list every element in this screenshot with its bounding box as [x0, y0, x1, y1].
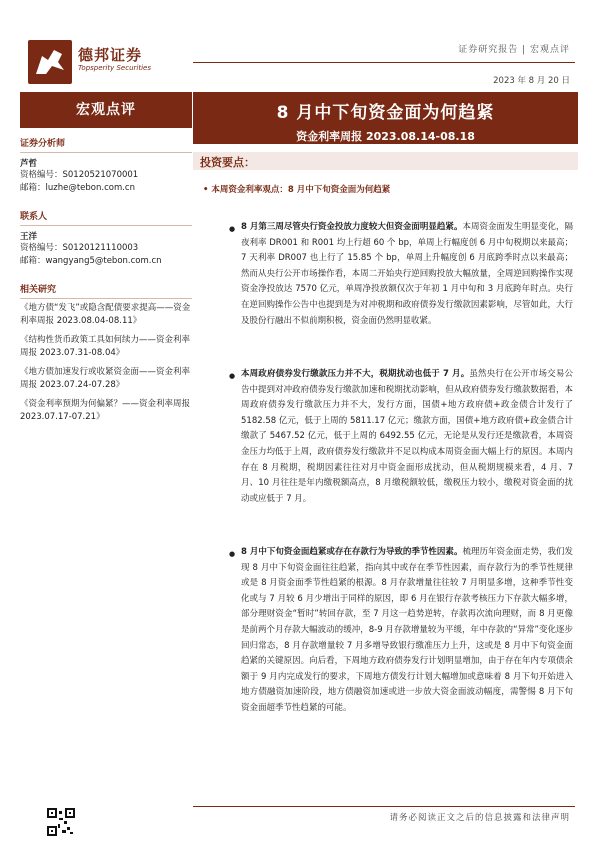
bullet-icon: ●: [229, 550, 236, 558]
paragraph-1: [241, 220, 573, 329]
related-item[interactable]: 《结构性货币政策工具如何续力——资金利率周报 2023.07.31-08.04》: [20, 335, 191, 358]
footer-disclaimer: 请务必阅读正文之后的信息披露和法律声明: [389, 813, 570, 823]
footer-divider: [193, 806, 575, 807]
paragraph-2: [241, 367, 573, 507]
bullet-icon: ●: [229, 372, 236, 380]
invest-heading: 投资要点：: [200, 156, 255, 169]
paragraph-1-body: 本周资金面发生明显变化，隔夜利率 DR001 和 R001 均上行超 60 个 bp，单周上行幅度创 6 月中旬税期以来最高；7 天利率 DR007 也上行了 15.85 个 bp，单周上升幅度创 6 月底跨季时点以来最高；然而从央行公开市场操作看，本周二开始央行逆回购投放大幅放量，全周逆回购操作实现资金净投放达 7570 亿元，单周净投放额仅次于年初 1 月中旬和 3 月底跨年时点。央行在逆回购操作公告中也提到是为对冲税期和政府债券发行缴款因素影响，尽管如此，大行及股份行融出不似前期积极，资金面仍然明显收紧。: [241, 222, 573, 326]
paragraph-3-body: 梳理历年资金面走势，我们发现 8 月中下旬资金面往往趋紧，指向其中或存在季节性因素，而存款行为的季节性规律或是 8 月资金面季节性趋紧的根源。8 月存款增量往往较 7 月明显多增，这种季节性变化或与 7 月较 6 月少增出于同样的原因，即 6 月在银行存款考核压力下存款大幅多增，部分理财资金“暂时”转回存款，至 7 月这一趋势逆转，存款再次流向理财，而 8 月更像是前两个月存款大幅波动的缓冲，8-9 月存款增量较为平缓，年中存款的“异常”变化逐步回归常态，8 月存款增量较 7 月多增导致银行缴准压力上升，这或是 8 月中下旬资金面趋紧的关键原因。向后看，下周地方政府债券发行计划明显增加，由于存在年内专项债余额于 9 月内完成发行的要求，下周地方债发行计划大幅增加或意味着 8 月下旬开始进入地方债融资加速阶段，地方债融资加速或进一步放大资金面波动幅度，需警惕 8 月下旬资金面超季节性趋紧的可能。: [241, 547, 573, 713]
related-item[interactable]: 《地方债“发飞”或隐含配债要求提高——资金利率周报 2023.08.04-08.11》: [20, 303, 191, 326]
paragraph-3: [241, 545, 573, 717]
brand-logo: [28, 40, 164, 88]
analyst-cert: 资格编号：S0120521070001: [20, 170, 139, 180]
paragraph-2-body: 虽然央行在公开市场交易公告中提到对冲政府债券发行缴款加速和税期扰动影响，但从政府债券发行缴款数据看，本周政府债券发行缴款压力并不大，发行方面，国债+地方政府债+政金债合计发行了 5182.58 亿元，低于上周的 5811.17 亿元；缴款方面，国债+地方政府债+政金债合计缴款了 5467.52 亿元，低于上周的 6492.55 亿元，无论是从发行还是缴款看，本周资金压力均低于上周，政府债券发行缴款并不足以构成本周资金面大幅上行的原因。本周内存在 8 月税期，税期因素往往对月中资金面形成扰动，但从税期规模来看，4 月、7 月、10 月往往是年内缴税额高点，8 月缴税额较低，缴税压力较小，缴税对资金面的扰动或应低于 7 月。: [241, 369, 573, 504]
related-heading: 相关研究: [20, 278, 192, 299]
related-item[interactable]: 《地方债加速发行或收紧资金面——资金利率周报 2023.07.24-07.28》: [20, 367, 191, 390]
report-type: 证券研究报告 | 宏观点评: [458, 45, 570, 55]
brand-name-en: Topsperity Securities: [78, 64, 151, 72]
brand-name-cn: 德邦证券: [78, 46, 143, 64]
section-tag: 宏观点评: [20, 92, 192, 128]
qr-code-icon: [47, 808, 75, 836]
contact-email[interactable]: 邮箱：wangyang5@tebon.com.cn: [20, 256, 162, 266]
analyst-name: 芦哲: [20, 159, 38, 169]
paragraph-3-lead: 8 月中下旬资金面趋紧或存在存款行为导致的季节性因素。: [241, 547, 463, 557]
analyst-heading: 证券分析师: [20, 132, 192, 153]
paragraph-1-lead: 8 月第三周尽管央行资金投放力度较大但资金面明显趋紧。: [241, 222, 463, 232]
report-date: 2023 年 8 月 20 日: [493, 76, 570, 86]
page-title: 8 月中下旬资金面为何趋紧: [276, 103, 495, 123]
sidebar: [20, 132, 192, 430]
contact-cert: 资格编号：S0120121110003: [20, 243, 139, 253]
title-banner: [193, 92, 578, 144]
related-item[interactable]: 《资金利率预期为何偏紧？——资金利率周报 2023.07.17-07.21》: [20, 399, 191, 422]
paragraph-2-lead: 本周政府债券发行缴款压力并不大，税期扰动也低于 7 月。: [241, 369, 470, 379]
page-subtitle: 资金利率周报 2023.08.14-08.18: [296, 130, 475, 143]
contact-heading: 联系人: [20, 205, 192, 226]
bullet-icon: ●: [229, 225, 236, 233]
header-divider: [193, 62, 575, 63]
contact-name: 王洋: [20, 232, 38, 242]
logo-icon: [28, 40, 72, 84]
invest-subheading: • 本周资金利率观点：8 月中下旬资金面为何趋紧: [203, 185, 391, 195]
analyst-email[interactable]: 邮箱：luzhe@tebon.com.cn: [20, 183, 135, 193]
